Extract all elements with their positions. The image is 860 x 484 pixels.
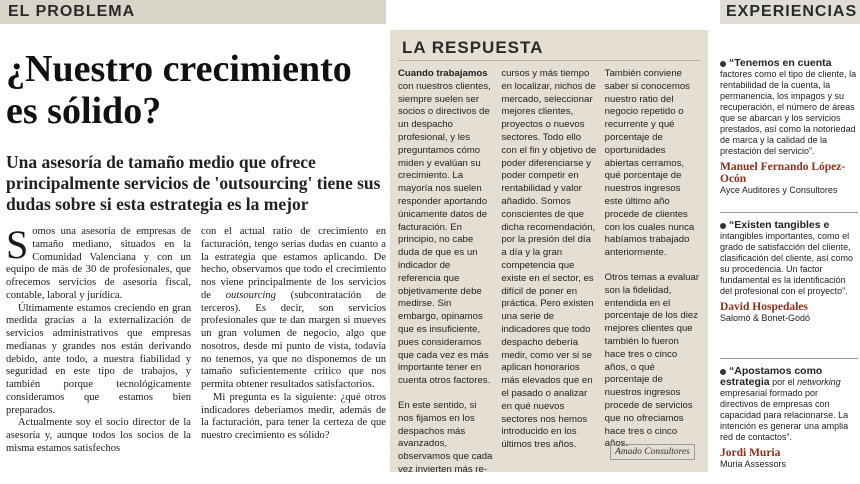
bullet-icon <box>720 61 726 67</box>
quote-text: factores como el tipo de cliente, la rentabilidad de la cuenta, la permanencia, los impagos y su recuperación, el número de áreas que se abarcan y los servicios prestados, así como la notoriedad de marca y la calidad de la prestación del servicio”. <box>720 69 857 156</box>
subhead: Una asesoría de tamaño medio que ofrece principalmente servicios de 'outsourcing' tiene sus dudas sobre si esta estrategia es la mejor <box>6 152 381 214</box>
problema-paragraph <box>6 222 191 303</box>
outsourcing-term: outsourcing <box>225 289 276 301</box>
experiencia-company: Muria Assessors <box>720 459 787 469</box>
experiencia-quote <box>720 220 858 297</box>
problema-label: EL PROBLEMA <box>8 3 136 20</box>
experiencia-company: Salomó & Bonet-Godó <box>720 313 811 323</box>
respuesta-paragraph: Otros temas a evaluar son la fidelidad, entendida en el porcentaje de los diez mejores clientes que también lo fueron hace tres o cinco años, o qué porcentaje de nuestros ingresos procede de servicios que no ofreciamos hace tres o cinco años. <box>604 271 700 450</box>
problema-section <box>0 0 386 484</box>
quote-text: intangibles importantes, como el grado de satisfacción del cliente, clasificación del cliente, así como su procedencia. Un factor fundamental es la identificación del profesional con el proyecto”. <box>720 231 854 296</box>
respuesta-text: con nuestros clientes, siempre suelen ser socios o directivos de un despacho profesional, y les preguntamos cómo miden y evalúan su crecimiento. La mayoría nos suelen responder aportando únicamente datos de facturación. En principio, no cabe duda de que es un indicador de referencia que objetivamente debe medirse. Sin embargo, opinamos que es insuficiente, pues consideramos que cada vez es más importante tener en cuenta otros factores. <box>398 80 491 387</box>
experiencia-name: Manuel Fernando López-Ocón <box>720 161 846 185</box>
problema-text: con el actual ratio de crecimiento en facturación, tengo serias dudas en cuanto a la estrategia que estamos aplicando. De hecho, observamos que todo el crecimiento nos viene principalmente de los servicios de <box>201 226 386 301</box>
experiencias-section <box>720 0 860 484</box>
experiencia-item <box>720 366 858 469</box>
experiencia-company: Ayce Auditores y Consultores <box>720 185 838 195</box>
quote-lead: “Tenemos en cuenta <box>729 57 832 69</box>
bullet-icon <box>720 369 726 375</box>
experiencia-divider <box>720 358 858 359</box>
quote-text: por el <box>769 377 798 387</box>
experiencia-quote <box>720 58 858 157</box>
problema-header <box>0 0 386 24</box>
headline: ¿Nuestro crecimiento es sólido? <box>6 48 352 132</box>
problema-text: (subcontratación de terceros). Es decir, son servicios profesionales que te dan margen si mueves un gran volumen de negocio, algo que nosotros, desde mi punto de vista, todavía no tenemos, ya que no disponemos de un tamaño suficientemente crítico que nos permita obtener resultados satisfactorios. <box>201 289 386 390</box>
experiencia-item <box>720 220 858 323</box>
experiencia-item <box>720 58 858 195</box>
problema-column-2 <box>201 226 386 456</box>
experiencias-label: EXPERIENCIAS <box>726 3 858 20</box>
problema-text: omos una asesoría de empresas de tamaño mediano, situados en la Comunidad Valenciana y con un equipo de más de 30 de profesionales, que ofrecemos servicios de asesoría fiscal, contable, laboral y jurídica. <box>6 226 191 301</box>
respuesta-column-3 <box>605 68 700 477</box>
problema-paragraph: Mi pregunta es la siguiente: ¿qué otros indicadores deberíamos medir, además de la facturación, para tener la certeza de que nuestro crecimiento es sólido? <box>201 391 386 441</box>
dropcap: S <box>6 222 29 267</box>
respuesta-column-2 <box>501 68 596 477</box>
bullet-icon <box>720 223 726 229</box>
respuesta-signature: Amado Consultores <box>610 444 695 460</box>
respuesta-paragraph: cursos y más tiempo en localizar, nichos de mercado, seleccionar mejores clientes, proyectos o nuevos sectores. Todo ello con el fin y objetivo de poder diferenciarse y poder competir en rentabilidad y valor añadido. Somos conscientes de que dicha recomendación, por la presión del día a día y la gran competencia que existe en el sector, es difícil de poner en práctica. Pero existen una serie de indicadores que todo despacho debería medir, como ver si se aplican honorarios más elevados que en el pasado o analizar en qué nuevos sectores nos hemos introducido en los últimos tres años. <box>501 68 597 451</box>
respuesta-divider <box>398 60 700 61</box>
problema-paragraph <box>201 226 386 392</box>
problema-columns <box>6 222 386 456</box>
respuesta-label: LA RESPUESTA <box>402 38 544 57</box>
problema-paragraph: Actualmente soy el socio director de la asesoría y, aunque todos los socios de la misma estamos satisfechos <box>6 417 191 454</box>
respuesta-paragraph: También conviene saber si conocemos nuestro ratio del negocio repetido o recurrente y qué porcentaje de oportunidades abiertas cerramos, qué porcentaje de nuestros ingresos este último año procede de clientes con los cuales nunca habíamos trabajado anteriormente. <box>604 68 695 259</box>
respuesta-paragraph <box>398 68 493 388</box>
respuesta-columns <box>398 68 700 477</box>
experiencia-quote <box>720 366 858 443</box>
problema-column-1 <box>6 222 191 456</box>
experiencia-divider <box>720 212 858 213</box>
problema-paragraph: Últimamente estamos creciendo en gran medida gracias a la externalización de servicios administrativos que empresas medianas y grandes nos están derivando debido, ante todo, a nuestra fiabilidad y seguridad en este tipo de trabajos, y también porque tecnológicamente consideramos que estamos bien preparados. <box>6 302 191 416</box>
networking-term: networking <box>797 377 841 387</box>
quote-text: empresarial formado por directivos de empresas con capacidad para relacionarse. La intención es generar una amplia red de contactos”. <box>720 388 849 442</box>
respuesta-paragraph: En este sentido, si nos fijamos en los despachos más avanzados, observamos que cada vez invierten más re- <box>398 399 493 475</box>
experiencias-header <box>720 0 860 24</box>
experiencia-name: David Hospedales <box>720 301 808 313</box>
quote-lead: “Apostamos como estrategia <box>720 365 823 388</box>
respuesta-column-1 <box>398 68 493 477</box>
experiencia-name: Jordi Muria <box>720 447 781 459</box>
quote-lead: “Existen tangibles e <box>729 219 830 231</box>
respuesta-lead: Cuando trabajamos <box>398 68 488 79</box>
respuesta-section <box>390 30 708 475</box>
